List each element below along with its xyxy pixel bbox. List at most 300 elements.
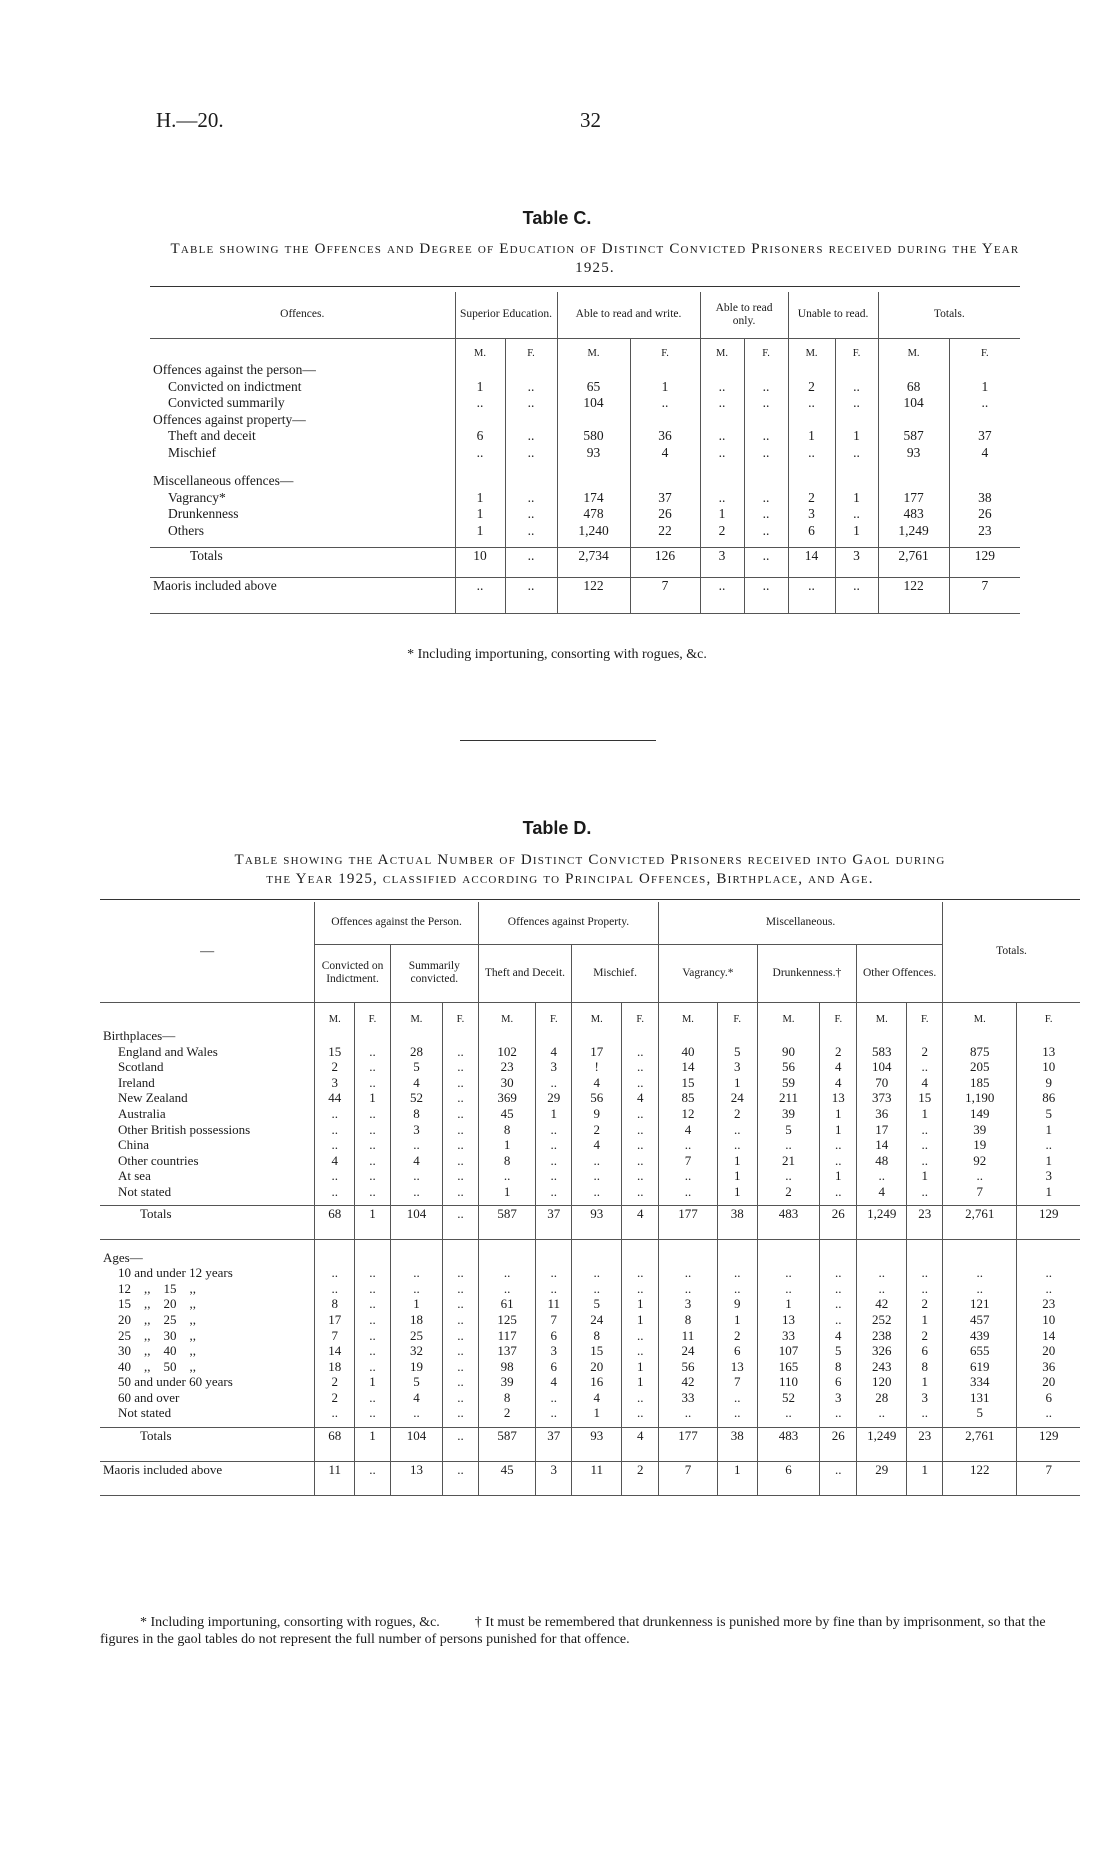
- table-cell: [557, 412, 630, 429]
- table-cell: [788, 362, 835, 379]
- table-cell: [630, 473, 700, 490]
- table-cell: ..: [857, 1281, 907, 1297]
- spacer-cell: [505, 539, 557, 547]
- table-cell: ..: [700, 490, 744, 507]
- table-row: [150, 395, 1020, 412]
- table-cell: 3: [536, 1461, 572, 1495]
- table-row: [150, 362, 1020, 379]
- table-cell: 4: [390, 1153, 442, 1169]
- table-cell: 8: [907, 1359, 943, 1375]
- table-cell: ..: [355, 1059, 391, 1075]
- table-cell: ..: [622, 1405, 659, 1421]
- table-cell: [835, 412, 878, 429]
- table-cell: [455, 412, 505, 429]
- table-cell: 1: [622, 1296, 659, 1312]
- table-cell: 104: [390, 1427, 442, 1461]
- table-cell: ..: [443, 1343, 479, 1359]
- table-c-footnote: * Including importuning, consorting with rogues, &c.: [407, 647, 707, 662]
- table-d-sub-theft: Theft and Deceit.: [478, 944, 571, 1002]
- table-cell: 1: [835, 428, 878, 445]
- table-cell: 1: [949, 379, 1020, 396]
- table-d-caption-line-1: Table showing the Actual Number of Distinct Convicted Prisoners received into Gaol during: [234, 852, 946, 868]
- table-cell: ..: [536, 1122, 572, 1138]
- table-c-mf-label: M.: [700, 338, 744, 362]
- table-row: [100, 1122, 1080, 1138]
- table-cell: 4: [622, 1090, 659, 1106]
- table-cell: 1: [572, 1405, 622, 1421]
- table-cell: ..: [572, 1265, 622, 1281]
- table-cell: 17: [572, 1044, 622, 1060]
- table-cell: 23: [949, 523, 1020, 540]
- table-cell: 125: [478, 1312, 536, 1328]
- table-cell: ..: [478, 1168, 536, 1184]
- table-cell: [757, 1250, 820, 1266]
- table-cell: 131: [943, 1390, 1017, 1406]
- table-cell: ..: [835, 379, 878, 396]
- table-cell: 40: [659, 1044, 718, 1060]
- table-cell: ..: [443, 1405, 479, 1421]
- table-cell: 9: [1017, 1075, 1080, 1091]
- table-cell: 24: [717, 1090, 757, 1106]
- table-cell: ..: [744, 506, 788, 523]
- table-cell: ..: [505, 547, 557, 577]
- table-cell: 3: [717, 1059, 757, 1075]
- table-d-mf-label: M.: [659, 1002, 718, 1028]
- table-cell: 9: [717, 1296, 757, 1312]
- table-cell: 10: [1017, 1059, 1080, 1075]
- table-cell: 36: [630, 428, 700, 445]
- table-cell: ..: [622, 1390, 659, 1406]
- table-cell: ..: [315, 1168, 355, 1184]
- table-cell: 2: [907, 1328, 943, 1344]
- table-c-mf-label: F.: [505, 338, 557, 362]
- table-cell: 14: [1017, 1328, 1080, 1344]
- table-cell: [744, 461, 788, 473]
- table-cell: ..: [505, 428, 557, 445]
- table-d-sub-drunkenness: Drunkenness.†: [757, 944, 857, 1002]
- table-cell: 39: [943, 1122, 1017, 1138]
- table-cell: ..: [443, 1374, 479, 1390]
- table-c-header-unable: Unable to read.: [788, 292, 878, 338]
- table-cell: 5: [390, 1374, 442, 1390]
- table-cell: ..: [744, 379, 788, 396]
- table-cell: 4: [949, 445, 1020, 462]
- table-cell: 23: [1017, 1296, 1080, 1312]
- table-cell: 7: [659, 1153, 718, 1169]
- table-cell: [949, 473, 1020, 490]
- table-cell: 5: [1017, 1106, 1080, 1122]
- table-cell: 369: [478, 1090, 536, 1106]
- spacer-cell: [455, 539, 505, 547]
- table-cell: [788, 473, 835, 490]
- table-cell: 4: [820, 1328, 857, 1344]
- table-d-title: Table D.: [522, 818, 592, 838]
- table-cell: ..: [315, 1137, 355, 1153]
- table-cell: 2: [757, 1184, 820, 1200]
- table-cell: 6: [788, 523, 835, 540]
- table-cell: ..: [659, 1265, 718, 1281]
- table-cell: 17: [315, 1312, 355, 1328]
- table-cell: ..: [744, 490, 788, 507]
- table-cell: 8: [478, 1122, 536, 1138]
- table-cell: 4: [907, 1075, 943, 1091]
- table-cell: 587: [478, 1427, 536, 1461]
- row-label: 20 ,, 25 ,,: [118, 1311, 196, 1327]
- table-cell: 6: [536, 1359, 572, 1375]
- table-cell: 19: [390, 1359, 442, 1375]
- table-cell: ..: [1017, 1265, 1080, 1281]
- page-number: 32: [580, 108, 601, 132]
- row-label: Theft and deceit: [168, 428, 256, 443]
- spacer-cell: [820, 1240, 857, 1250]
- table-d-corner: —: [100, 902, 315, 1002]
- table-cell: [700, 473, 744, 490]
- table-cell: ..: [443, 1090, 479, 1106]
- table-cell: ..: [443, 1137, 479, 1153]
- table-cell: 4: [622, 1206, 659, 1240]
- table-cell: [557, 362, 630, 379]
- table-cell: ..: [700, 577, 744, 613]
- table-cell: [835, 461, 878, 473]
- table-cell: [878, 362, 949, 379]
- table-cell: ..: [536, 1281, 572, 1297]
- row-label: Ages—: [103, 1249, 143, 1265]
- table-cell: ..: [622, 1153, 659, 1169]
- table-row: [100, 1312, 1080, 1328]
- table-d-mf-label: F.: [622, 1002, 659, 1028]
- table-cell: ..: [717, 1137, 757, 1153]
- table-d-mf-label: M.: [857, 1002, 907, 1028]
- table-cell: 3: [788, 506, 835, 523]
- table-cell: 6: [717, 1343, 757, 1359]
- table-row: [100, 1374, 1080, 1390]
- table-cell: [907, 1028, 943, 1044]
- spacer-cell: [557, 539, 630, 547]
- table-cell: ..: [390, 1405, 442, 1421]
- table-cell: 2,761: [943, 1206, 1017, 1240]
- table-cell: 52: [757, 1390, 820, 1406]
- table-cell: [536, 1250, 572, 1266]
- table-cell: ..: [355, 1075, 391, 1091]
- table-row: [100, 1281, 1080, 1297]
- table-cell: ..: [443, 1359, 479, 1375]
- table-cell: [857, 1028, 907, 1044]
- table-cell: ..: [757, 1281, 820, 1297]
- table-cell: ..: [907, 1184, 943, 1200]
- table-cell: ..: [505, 506, 557, 523]
- table-cell: 334: [943, 1374, 1017, 1390]
- table-cell: ..: [622, 1281, 659, 1297]
- table-cell: 22: [630, 523, 700, 540]
- table-cell: 93: [878, 445, 949, 462]
- table-cell: ..: [355, 1122, 391, 1138]
- table-c-totals-row: [150, 547, 1020, 577]
- table-cell: 39: [478, 1374, 536, 1390]
- table-cell: 1,240: [557, 523, 630, 540]
- table-cell: 37: [630, 490, 700, 507]
- table-cell: 56: [659, 1359, 718, 1375]
- table-c-mf-label: F.: [744, 338, 788, 362]
- table-cell: ..: [443, 1168, 479, 1184]
- table-cell: 1: [717, 1168, 757, 1184]
- table-cell: ..: [443, 1390, 479, 1406]
- table-cell: 205: [943, 1059, 1017, 1075]
- table-cell: 1: [630, 379, 700, 396]
- table-cell: 4: [659, 1122, 718, 1138]
- table-cell: 38: [717, 1427, 757, 1461]
- table-cell: 8: [820, 1359, 857, 1375]
- table-cell: 122: [878, 577, 949, 613]
- table-cell: 1: [390, 1296, 442, 1312]
- table-c-header-read-only: Able to read only.: [700, 292, 788, 338]
- row-label: Scotland: [118, 1059, 164, 1075]
- table-cell: ..: [355, 1106, 391, 1122]
- table-cell: 177: [659, 1427, 718, 1461]
- table-cell: [536, 1028, 572, 1044]
- table-cell: ..: [536, 1168, 572, 1184]
- row-label: 12 ,, 15 ,,: [118, 1280, 196, 1296]
- table-cell: 3: [835, 547, 878, 577]
- table-cell: 3: [820, 1390, 857, 1406]
- table-cell: 10: [455, 547, 505, 577]
- page-series-label: H.—20.: [156, 108, 224, 132]
- spacer-cell: [878, 539, 949, 547]
- table-cell: 126: [630, 547, 700, 577]
- table-cell: 1: [1017, 1153, 1080, 1169]
- table-cell: 6: [536, 1328, 572, 1344]
- table-cell: ..: [355, 1390, 391, 1406]
- row-label: Other British possessions: [118, 1121, 251, 1137]
- table-cell: [505, 461, 557, 473]
- table-cell: ..: [505, 395, 557, 412]
- table-cell: ..: [478, 1265, 536, 1281]
- table-cell: ..: [505, 445, 557, 462]
- table-cell: 8: [478, 1153, 536, 1169]
- table-cell: [949, 461, 1020, 473]
- table-cell: ..: [455, 395, 505, 412]
- table-cell: ..: [907, 1281, 943, 1297]
- table-cell: 11: [572, 1461, 622, 1495]
- spacer-cell: [630, 539, 700, 547]
- table-cell: ..: [622, 1106, 659, 1122]
- table-cell: ..: [505, 490, 557, 507]
- table-cell: ..: [355, 1405, 391, 1421]
- table-cell: ..: [717, 1122, 757, 1138]
- table-cell: 1: [455, 490, 505, 507]
- table-cell: 1: [478, 1137, 536, 1153]
- row-label: 25 ,, 30 ,,: [118, 1327, 196, 1343]
- table-cell: ..: [717, 1405, 757, 1421]
- table-cell: ..: [717, 1390, 757, 1406]
- table-cell: 23: [907, 1427, 943, 1461]
- table-d-sub-indictment: Convicted on Indictment.: [315, 944, 390, 1002]
- table-cell: ..: [355, 1168, 391, 1184]
- table-c-caption: Table showing the Offences and Degree of Education of Distinct Convicted Prisoners received during the Year 1925.: [170, 241, 1020, 276]
- table-cell: 1: [717, 1075, 757, 1091]
- table-cell: 26: [949, 506, 1020, 523]
- table-cell: 21: [757, 1153, 820, 1169]
- table-cell: [659, 1250, 718, 1266]
- table-c-title: Table C.: [522, 208, 592, 228]
- table-cell: 1,249: [878, 523, 949, 540]
- table-cell: ..: [744, 395, 788, 412]
- table-cell: ..: [443, 1281, 479, 1297]
- table-cell: ..: [1017, 1137, 1080, 1153]
- table-cell: ..: [390, 1137, 442, 1153]
- table-cell: 6: [757, 1461, 820, 1495]
- table-cell: 1: [907, 1374, 943, 1390]
- table-cell: 93: [557, 445, 630, 462]
- table-cell: 104: [390, 1206, 442, 1240]
- table-cell: 2: [907, 1044, 943, 1060]
- table-cell: 13: [1017, 1044, 1080, 1060]
- table-cell: [700, 412, 744, 429]
- table-cell: ..: [505, 577, 557, 613]
- table-cell: ..: [443, 1296, 479, 1312]
- table-cell: 104: [878, 395, 949, 412]
- table-row: [100, 1328, 1080, 1344]
- table-cell: ..: [572, 1184, 622, 1200]
- table-d-mf-row: [100, 1002, 1080, 1028]
- table-cell: [757, 1028, 820, 1044]
- table-cell: 122: [943, 1461, 1017, 1495]
- table-cell: ..: [630, 395, 700, 412]
- table-cell: 2,761: [878, 547, 949, 577]
- table-c-top-rule: [150, 286, 1020, 287]
- spacer-cell: [857, 1240, 907, 1250]
- table-cell: [355, 1250, 391, 1266]
- table-c-maoris-row: [150, 577, 1020, 613]
- table-cell: 37: [536, 1206, 572, 1240]
- table-cell: 2: [788, 490, 835, 507]
- table-cell: [788, 412, 835, 429]
- table-cell: 2: [907, 1296, 943, 1312]
- table-cell: 4: [820, 1075, 857, 1091]
- row-label: England and Wales: [118, 1043, 218, 1059]
- table-cell: ..: [757, 1265, 820, 1281]
- table-cell: ..: [622, 1168, 659, 1184]
- table-cell: 104: [557, 395, 630, 412]
- table-cell: [700, 461, 744, 473]
- spacer-cell: [700, 539, 744, 547]
- table-cell: 1: [757, 1296, 820, 1312]
- table-cell: 3: [536, 1343, 572, 1359]
- table-cell: 15: [572, 1343, 622, 1359]
- table-cell: 1: [355, 1206, 391, 1240]
- table-row: [150, 412, 1020, 429]
- table-cell: 26: [820, 1427, 857, 1461]
- table-cell: [572, 1250, 622, 1266]
- table-row: [150, 523, 1020, 540]
- table-cell: [315, 1250, 355, 1266]
- spacer-cell: [943, 1240, 1017, 1250]
- table-row: [100, 1059, 1080, 1075]
- section-divider: [460, 740, 656, 741]
- table-cell: 129: [949, 547, 1020, 577]
- table-cell: 2: [717, 1328, 757, 1344]
- table-cell: ..: [857, 1265, 907, 1281]
- table-cell: ..: [536, 1405, 572, 1421]
- row-label: Not stated: [118, 1405, 172, 1421]
- table-cell: 149: [943, 1106, 1017, 1122]
- table-cell: 619: [943, 1359, 1017, 1375]
- spacer-cell: [443, 1240, 479, 1250]
- table-cell: [630, 412, 700, 429]
- table-cell: 211: [757, 1090, 820, 1106]
- row-label: New Zealand: [118, 1090, 188, 1106]
- table-cell: 1: [455, 523, 505, 540]
- table-cell: ..: [315, 1184, 355, 1200]
- row-label: 40 ,, 50 ,,: [118, 1358, 196, 1374]
- table-cell: ..: [355, 1281, 391, 1297]
- table-cell: 1: [622, 1359, 659, 1375]
- table-cell: 875: [943, 1044, 1017, 1060]
- table-c-header-totals: Totals.: [878, 292, 1020, 338]
- table-cell: 122: [557, 577, 630, 613]
- table-cell: ..: [820, 1184, 857, 1200]
- table-d-birth-totals-row: [100, 1206, 1080, 1240]
- row-label: 60 and over: [118, 1389, 180, 1405]
- table-cell: ..: [443, 1427, 479, 1461]
- table-cell: 93: [572, 1427, 622, 1461]
- table-cell: [744, 412, 788, 429]
- table-cell: ..: [1017, 1281, 1080, 1297]
- table-cell: 4: [572, 1137, 622, 1153]
- table-cell: 1: [536, 1106, 572, 1122]
- table-cell: ..: [355, 1184, 391, 1200]
- table-cell: 28: [857, 1390, 907, 1406]
- table-cell: ..: [572, 1153, 622, 1169]
- spacer-cell: [907, 1240, 943, 1250]
- table-cell: 1,190: [943, 1090, 1017, 1106]
- table-cell: 4: [820, 1059, 857, 1075]
- table-cell: ..: [700, 379, 744, 396]
- table-cell: 13: [717, 1359, 757, 1375]
- table-cell: 17: [857, 1122, 907, 1138]
- table-cell: ..: [443, 1265, 479, 1281]
- row-label: Miscellaneous offences—: [153, 473, 294, 488]
- table-cell: 68: [315, 1427, 355, 1461]
- table-cell: ..: [700, 395, 744, 412]
- table-cell: ..: [659, 1184, 718, 1200]
- row-label: Convicted summarily: [168, 395, 285, 410]
- table-cell: 2,734: [557, 547, 630, 577]
- table-cell: 3: [700, 547, 744, 577]
- table-cell: 1: [700, 506, 744, 523]
- table-cell: ..: [820, 1296, 857, 1312]
- table-cell: 9: [572, 1106, 622, 1122]
- table-cell: 15: [659, 1075, 718, 1091]
- table-cell: 121: [943, 1296, 1017, 1312]
- table-cell: [630, 461, 700, 473]
- table-cell: 238: [857, 1328, 907, 1344]
- table-cell: ..: [443, 1044, 479, 1060]
- spacer-row: [150, 539, 1020, 547]
- table-cell: ..: [907, 1059, 943, 1075]
- table-cell: 1: [717, 1153, 757, 1169]
- table-cell: ..: [744, 523, 788, 540]
- spacer-cell: [355, 1240, 391, 1250]
- table-cell: 11: [536, 1296, 572, 1312]
- table-c-mf-label: M.: [878, 338, 949, 362]
- table-cell: 326: [857, 1343, 907, 1359]
- table-cell: ..: [355, 1296, 391, 1312]
- table-row: [100, 1359, 1080, 1375]
- table-cell: 2: [622, 1461, 659, 1495]
- table-cell: ..: [478, 1281, 536, 1297]
- table-row: [100, 1343, 1080, 1359]
- table-cell: ..: [659, 1168, 718, 1184]
